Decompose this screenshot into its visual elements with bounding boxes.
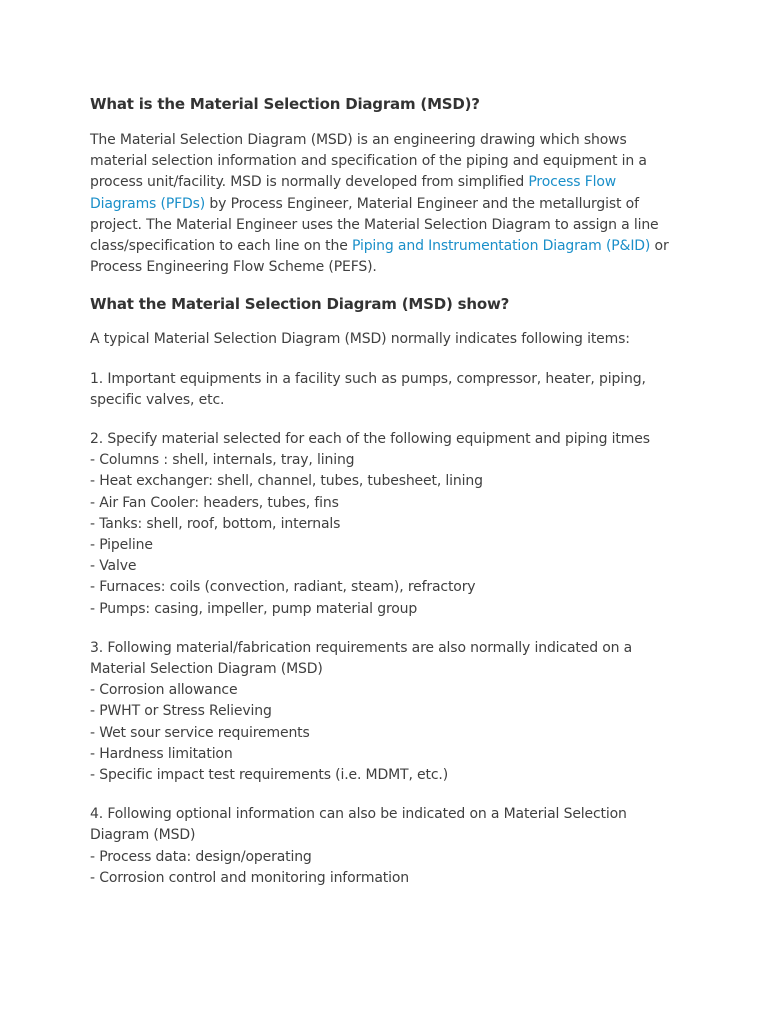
section-heading-what-msd-show: What the Material Selection Diagram (MSD) show? <box>90 295 510 314</box>
equipment-line: - Valve <box>90 558 137 575</box>
list-item-3-title: 3. Following material/fabrication requirements are also normally indicated on a Material Selection Diagram (MSD) <box>90 639 633 678</box>
section-heading-what-is-msd: What is the Material Selection Diagram (MSD)? <box>90 95 480 113</box>
article-body <box>90 91 680 907</box>
intro-text-3: or Process Engineering Flow Scheme (PEFS). <box>90 238 669 276</box>
equipment-line: - Air Fan Cooler: headers, tubes, fins <box>90 494 339 511</box>
optional-info-line: - Process data: design/operating <box>90 848 312 865</box>
intro-paragraph <box>90 130 680 278</box>
equipment-line: - Heat exchanger: shell, channel, tubes, tubesheet, lining <box>90 473 483 490</box>
equipment-line: - Furnaces: coils (convection, radiant, steam), refractory <box>90 579 476 596</box>
list-item-4 <box>90 804 680 889</box>
equipment-line: - Pumps: casing, impeller, pump material group <box>90 600 418 617</box>
piping-instrumentation-diagram-link[interactable]: Piping and Instrumentation Diagram (P&ID) <box>351 238 651 255</box>
requirement-line: - Specific impact test requirements (i.e. MDMT, etc.) <box>90 767 449 784</box>
equipment-line: - Tanks: shell, roof, bottom, internals <box>90 515 341 532</box>
optional-info-line: - Corrosion control and monitoring information <box>90 869 409 886</box>
process-flow-diagrams-link[interactable]: Process Flow Diagrams (PFDs) <box>90 174 617 212</box>
list-item-2 <box>90 429 680 620</box>
requirement-line: - Hardness limitation <box>90 745 233 762</box>
list-item-4-title: 4. Following optional information can also be indicated on a Material Selection Diagram (MSD) <box>90 806 627 844</box>
lead-paragraph: A typical Material Selection Diagram (MSD) normally indicates following items: <box>90 331 630 348</box>
equipment-line: - Columns : shell, internals, tray, lining <box>90 452 355 469</box>
intro-text-1: The Material Selection Diagram (MSD) is an engineering drawing which shows material selection information and specification of the piping and equipment in a process unit/facility. MSD is normally developed from simplified <box>90 132 647 191</box>
list-item-2-title: 2. Specify material selected for each of the following equipment and piping itmes <box>90 431 650 448</box>
list-item-1: 1. Important equipments in a facility such as pumps, compressor, heater, piping, specific valves, etc. <box>90 370 646 408</box>
intro-text-2: by Process Engineer, Material Engineer and the metallurgist of project. The Material Engineer uses the Material Selection Diagram to assign a line class/specification to each line on the <box>90 195 659 255</box>
requirement-line: - Corrosion allowance <box>90 682 238 699</box>
requirement-line: - Wet sour service requirements <box>90 724 310 741</box>
list-item-3 <box>90 638 680 786</box>
requirement-line: - PWHT or Stress Relieving <box>90 703 272 720</box>
equipment-line: - Pipeline <box>90 537 153 554</box>
